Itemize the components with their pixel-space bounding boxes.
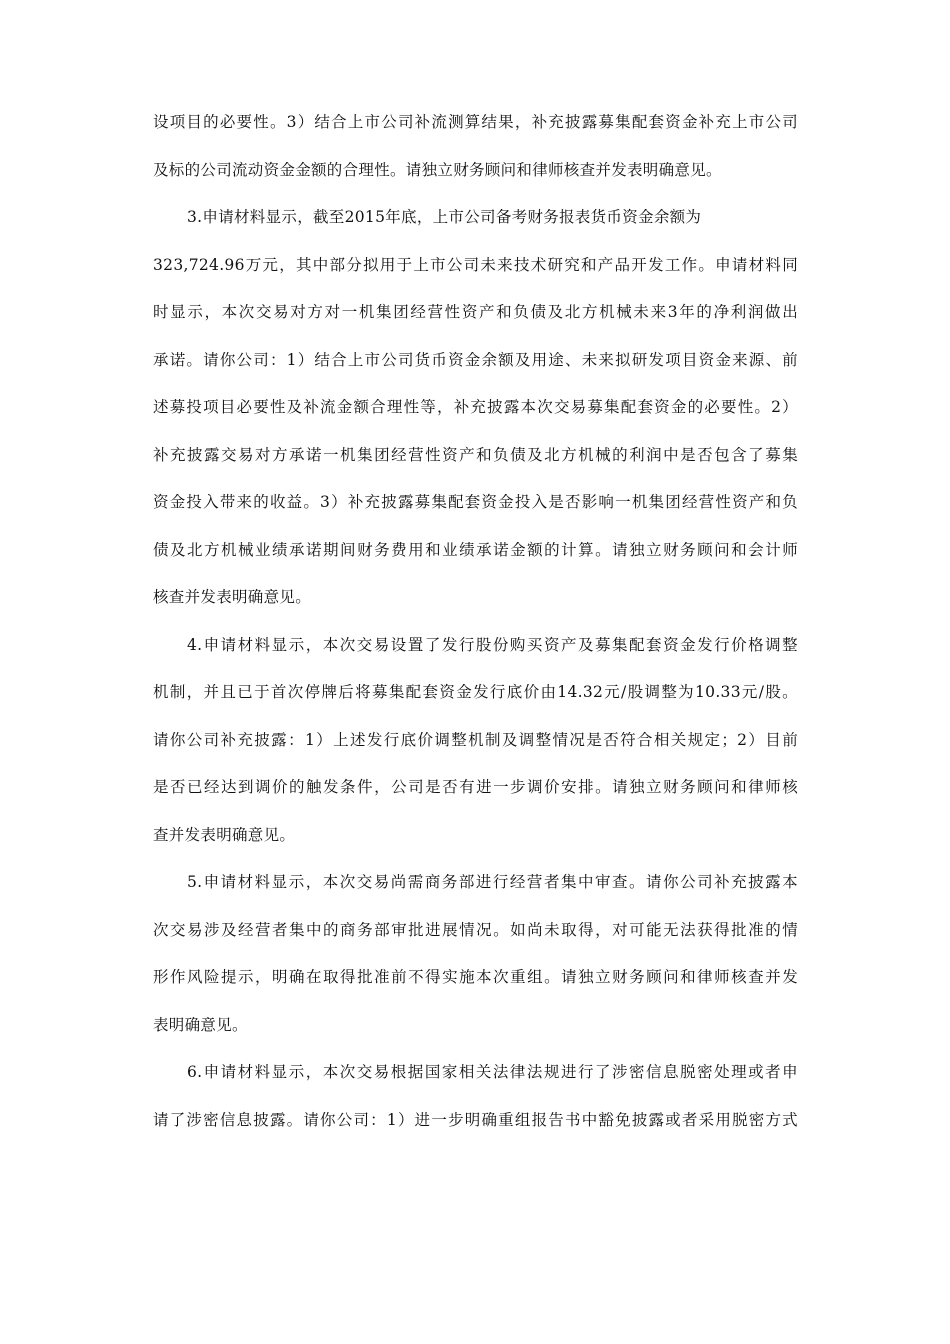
document-body [153, 112, 798, 1157]
text-line: 补充披露交易对方承诺一机集团经营性资产和负债及北方机械的利润中是否包含了募集 [153, 445, 798, 464]
text-line: 形作风险提示，明确在取得批准前不得实施本次重组。请独立财务顾问和律师核查并发 [153, 968, 798, 986]
text-line: 核查并发表明确意见。 [153, 588, 312, 606]
text-line: 是否已经达到调价的触发条件，公司是否有进一步调价安排。请独立财务顾问和律师核 [153, 778, 798, 796]
text-line: 请你公司补充披露：1）上述发行底价调整机制及调整情况是否符合相关规定；2）目前 [153, 730, 798, 749]
text-line: 次交易涉及经营者集中的商务部审批进展情况。如尚未取得，对可能无法获得批准的情 [153, 920, 798, 939]
text-line: 机制，并且已于首次停牌后将募集配套资金发行底价由14.32元/股调整为10.33元/股。 [153, 683, 798, 701]
text-line: 查并发表明确意见。 [153, 825, 296, 844]
text-line: 资金投入带来的收益。3）补充披露募集配套资金投入是否影响一机集团经营性资产和负 [153, 493, 798, 511]
text-line: 请了涉密信息披露。请你公司：1）进一步明确重组报告书中豁免披露或者采用脱密方式 [153, 1110, 798, 1129]
text-line: 承诺。请你公司：1）结合上市公司货币资金余额及用途、未来拟研发项目资金来源、前 [153, 350, 798, 369]
text-line: 323,724.96万元，其中部分拟用于上市公司未来技术研究和产品开发工作。申请材料同 [153, 255, 798, 274]
text-line: 4.申请材料显示，本次交易设置了发行股份购买资产及募集配套资金发行价格调整 [187, 635, 798, 654]
text-line: 时显示，本次交易对方对一机集团经营性资产和负债及北方机械未来3年的净利润做出 [153, 303, 798, 321]
text-line: 5.申请材料显示，本次交易尚需商务部进行经营者集中审查。请你公司补充披露本 [187, 873, 798, 891]
text-line: 3.申请材料显示，截至2015年底，上市公司备考财务报表货币资金余额为 [187, 208, 702, 226]
text-line: 表明确意见。 [153, 1015, 248, 1034]
text-line: 债及北方机械业绩承诺期间财务费用和业绩承诺金额的计算。请独立财务顾问和会计师 [153, 540, 798, 559]
text-lines [153, 112, 798, 1130]
text-line: 及标的公司流动资金金额的合理性。请独立财务顾问和律师核查并发表明确意见。 [153, 160, 722, 179]
text-line: 述募投项目必要性及补流金额合理性等，补充披露本次交易募集配套资金的必要性。2） [153, 398, 798, 416]
text-line: 6.申请材料显示，本次交易根据国家相关法律法规进行了涉密信息脱密处理或者申 [187, 1063, 798, 1081]
text-line: 设项目的必要性。3）结合上市公司补流测算结果，补充披露募集配套资金补充上市公司 [153, 113, 798, 131]
